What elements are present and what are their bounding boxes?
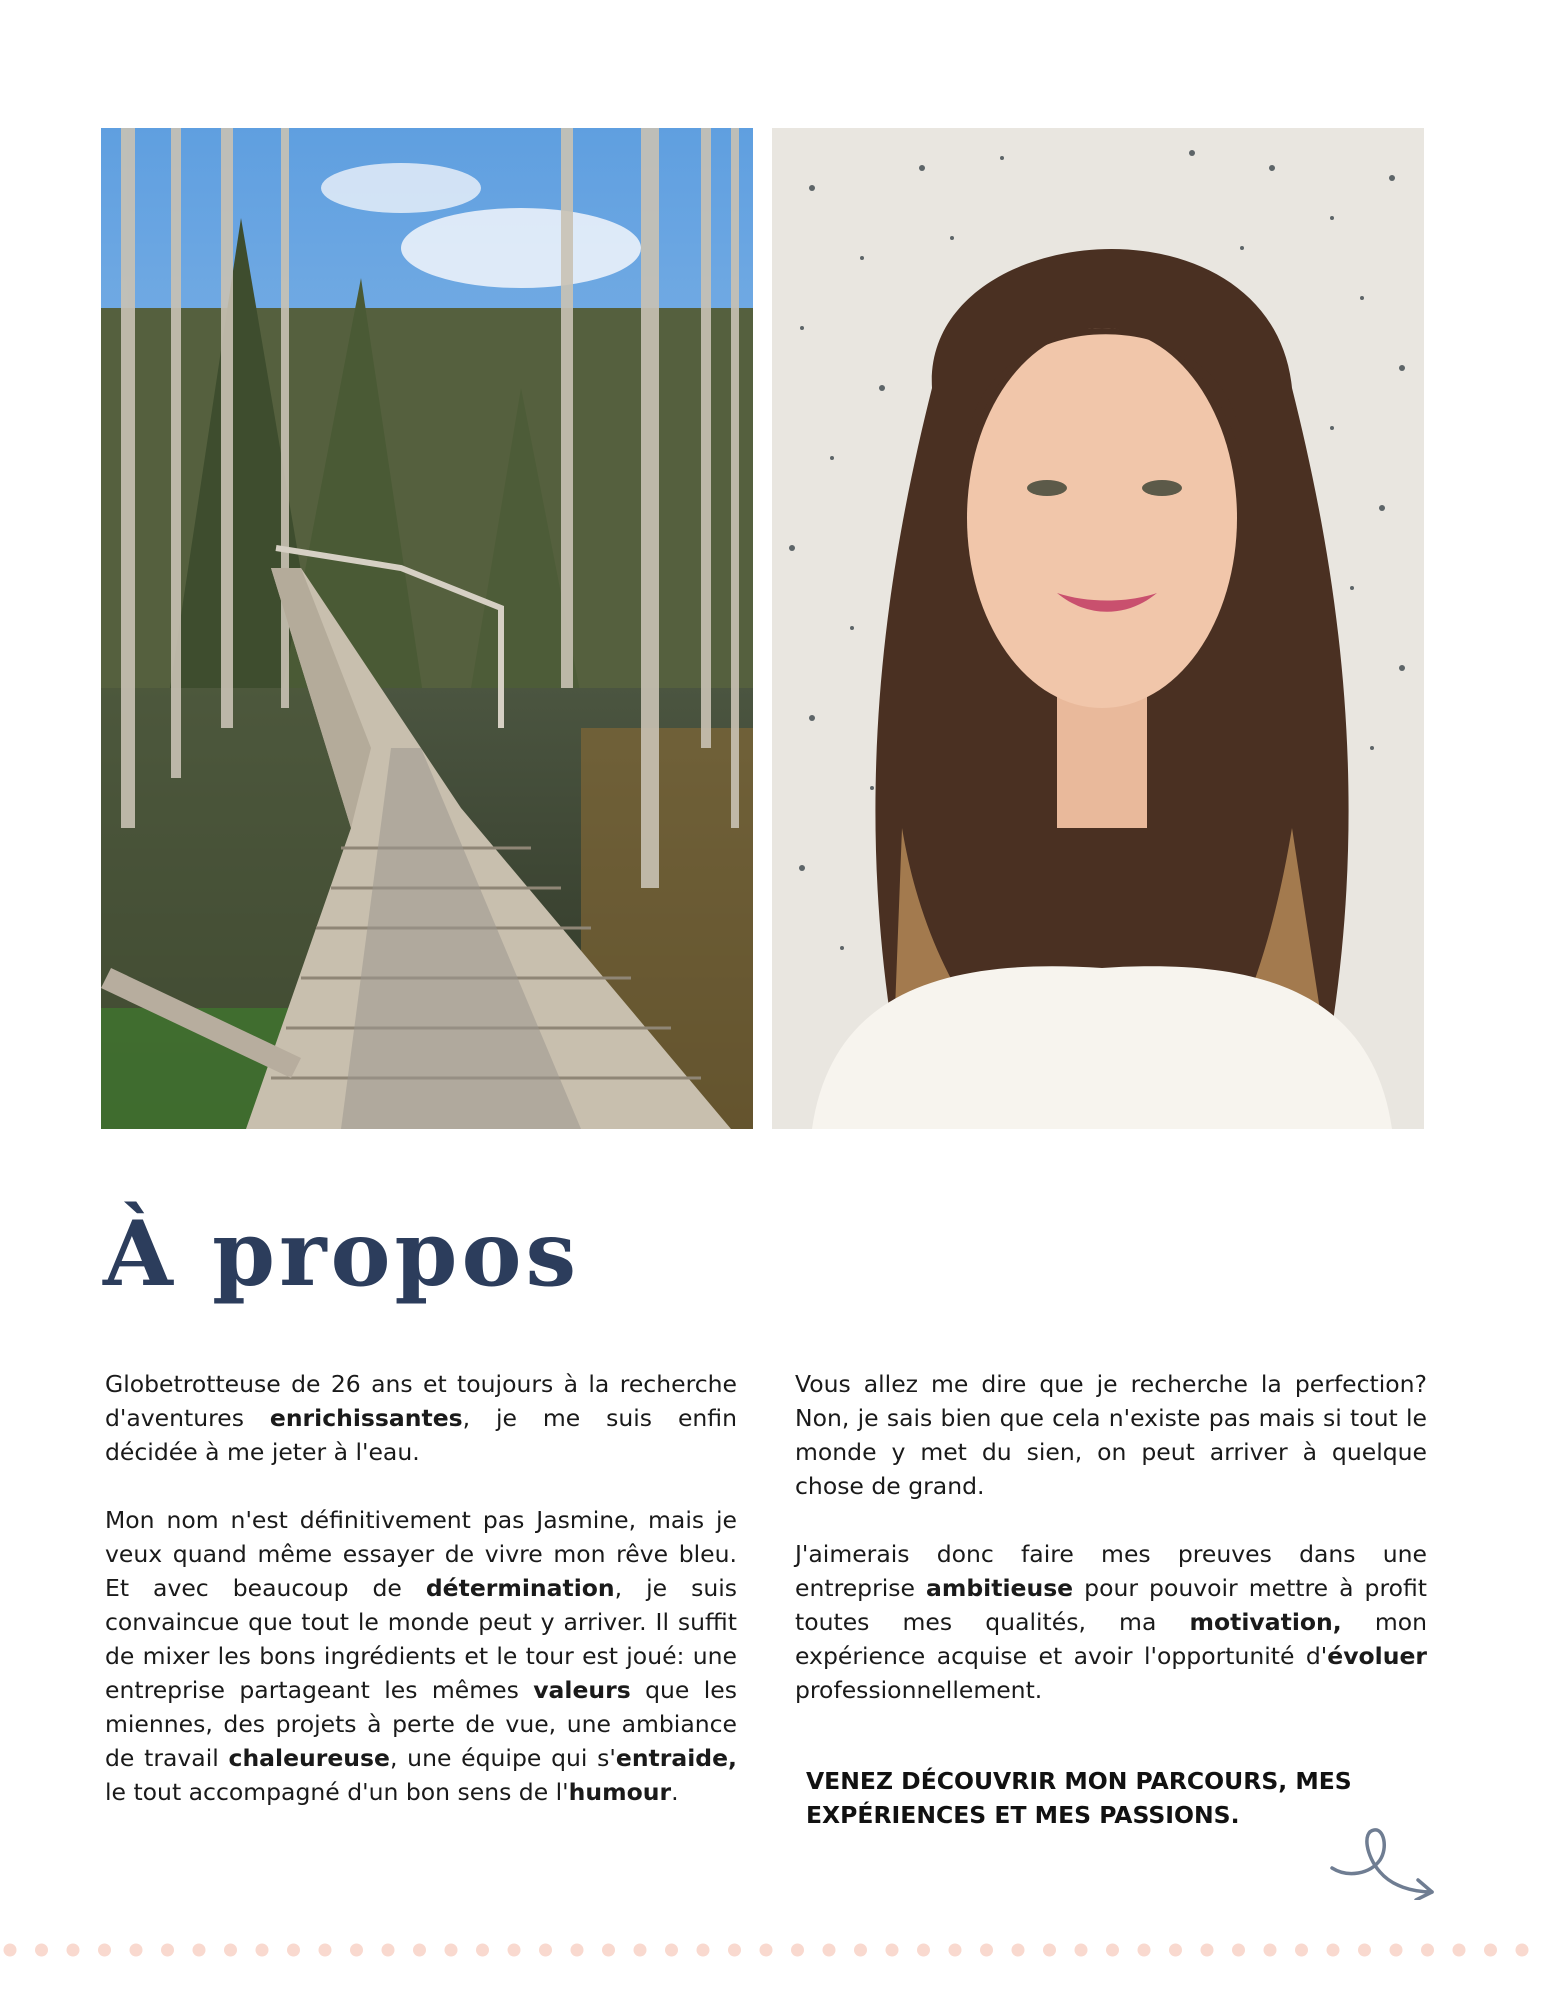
border-dot <box>1390 1944 1403 1957</box>
border-dot <box>1295 1944 1308 1957</box>
border-dot <box>1075 1944 1088 1957</box>
border-dot <box>1201 1944 1214 1957</box>
border-dot <box>193 1944 206 1957</box>
emphasis: chaleureuse <box>228 1744 390 1772</box>
border-dot <box>319 1944 332 1957</box>
border-dot <box>130 1944 143 1957</box>
border-dot <box>980 1944 993 1957</box>
border-dot <box>161 1944 174 1957</box>
photo-forest-boardwalk <box>101 128 753 1129</box>
border-dot <box>1264 1944 1277 1957</box>
border-dot <box>256 1944 269 1957</box>
border-dot <box>949 1944 962 1957</box>
border-dot <box>1327 1944 1340 1957</box>
border-dot <box>1169 1944 1182 1957</box>
border-dot <box>1106 1944 1119 1957</box>
paragraph: Vous allez me dire que je recherche la perfection? Non, je sais bien que cela n'existe pas mais si tout le monde y met du sien, on peut arriver à quelque chose de grand. <box>795 1370 1427 1500</box>
cta-line: VENEZ DÉCOUVRIR MON PARCOURS, MES <box>806 1767 1352 1795</box>
emphasis: enrichissantes <box>269 1404 463 1432</box>
border-dot <box>445 1944 458 1957</box>
curly-arrow-icon <box>1328 1820 1438 1900</box>
emphasis: détermination <box>425 1574 615 1602</box>
border-dot <box>476 1944 489 1957</box>
border-dot <box>665 1944 678 1957</box>
border-dot <box>571 1944 584 1957</box>
text-column-left <box>105 1367 737 1809</box>
dotted-border <box>0 1943 1545 1957</box>
border-dot <box>823 1944 836 1957</box>
border-dot <box>1232 1944 1245 1957</box>
paragraph: Globetrotteuse de 26 ans et toujours à la recherche d'aventures enrichissantes, je me suis enfin décidée à me jeter à l'eau. <box>105 1370 737 1466</box>
border-dot <box>1043 1944 1056 1957</box>
paragraph: Mon nom n'est définitivement pas Jasmine, mais je veux quand même essayer de vivre mon rêve bleu. Et avec beaucoup de détermination, je suis convaincue que tout le monde peut y arriver. Il suffit de mixer les bons ingrédients et le tour est joué: une entreprise partageant les mêmes valeurs que les miennes, des projets à perte de vue, une ambiance de travail chaleureuse, une équipe qui s'entraide, le tout accompagné d'un bon sens de l'humour. <box>105 1506 737 1806</box>
border-dot <box>886 1944 899 1957</box>
emphasis: entraide, <box>615 1744 737 1772</box>
border-dot <box>854 1944 867 1957</box>
border-dot <box>98 1944 111 1957</box>
emphasis: ambitieuse <box>926 1574 1074 1602</box>
border-dot <box>508 1944 521 1957</box>
border-dot <box>350 1944 363 1957</box>
border-dot <box>1138 1944 1151 1957</box>
border-dot <box>1358 1944 1371 1957</box>
cta-line: EXPÉRIENCES ET MES PASSIONS. <box>806 1801 1240 1829</box>
text-column-right <box>795 1367 1427 1707</box>
border-dot <box>602 1944 615 1957</box>
border-dot <box>760 1944 773 1957</box>
border-dot <box>1453 1944 1466 1957</box>
border-dot <box>1421 1944 1434 1957</box>
emphasis: évoluer <box>1327 1642 1427 1670</box>
border-dot <box>413 1944 426 1957</box>
border-dot <box>224 1944 237 1957</box>
border-dot <box>697 1944 710 1957</box>
emphasis: motivation, <box>1189 1608 1342 1636</box>
border-dot <box>1484 1944 1497 1957</box>
border-dot <box>917 1944 930 1957</box>
border-dot <box>382 1944 395 1957</box>
photo-portrait <box>772 128 1424 1129</box>
border-dot <box>287 1944 300 1957</box>
border-dot <box>1516 1944 1529 1957</box>
page-title: À propos <box>103 1201 581 1307</box>
border-dot <box>634 1944 647 1957</box>
emphasis: valeurs <box>533 1676 631 1704</box>
border-dot <box>67 1944 80 1957</box>
border-dot <box>1012 1944 1025 1957</box>
paragraph: J'aimerais donc faire mes preuves dans une entreprise ambitieuse pour pouvoir mettre à profit toutes mes qualités, ma motivation, mon expérience acquise et avoir l'opportunité d'évoluer professionnellement. <box>795 1540 1428 1704</box>
border-dot <box>791 1944 804 1957</box>
border-dot <box>4 1944 17 1957</box>
border-dot <box>539 1944 552 1957</box>
border-dot <box>728 1944 741 1957</box>
border-dot <box>35 1944 48 1957</box>
emphasis: humour <box>568 1778 672 1806</box>
